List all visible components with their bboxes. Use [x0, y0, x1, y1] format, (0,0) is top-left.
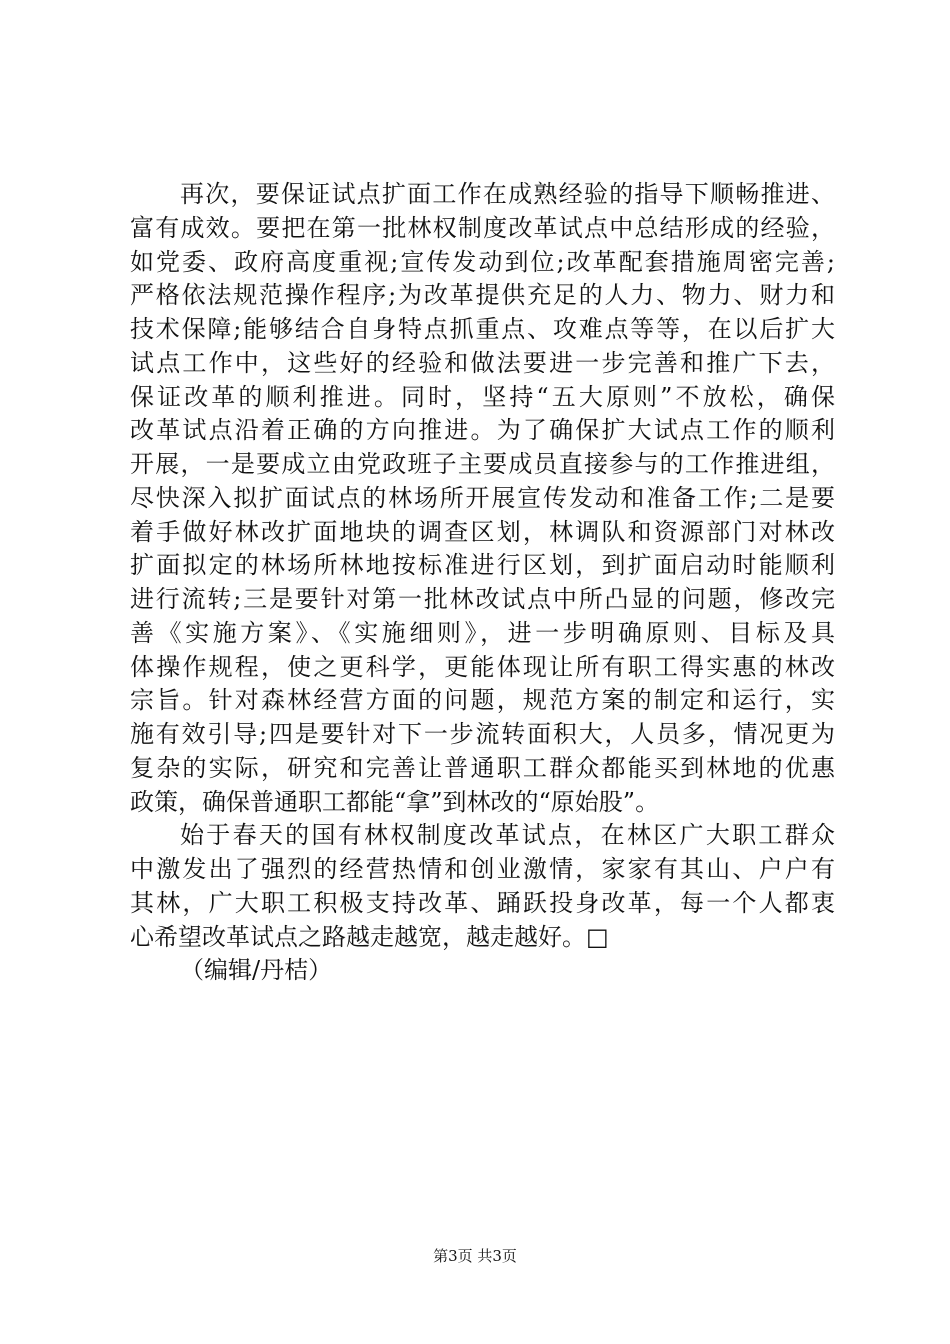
text-line: 体操作规程，使之更科学，更能体现让所有职工得实惠的林改 [130, 652, 835, 681]
text-line: 保证改革的顺利推进。同时，坚持“五大原则”不放松，确保 [130, 382, 835, 411]
text-line: 尽快深入拟扩面试点的林场所开展宣传发动和准备工作;二是要 [130, 483, 835, 512]
text-line: 试点工作中，这些好的经验和做法要进一步完善和推广下去， [130, 348, 835, 377]
text-line: 如党委、政府高度重视;宣传发动到位;改革配套措施周密完善; [130, 247, 835, 276]
text-line: 严格依法规范操作程序;为改革提供充足的人力、物力、财力和 [130, 281, 835, 310]
article-body [130, 178, 835, 988]
text-line: 善《实施方案》、《实施细则》，进一步明确原则、目标及具 [130, 618, 835, 647]
text-line: 始于春天的国有林权制度改革试点，在林区广大职工群众 [180, 821, 835, 850]
text-line: 开展，一是要成立由党政班子主要成员直接参与的工作推进组， [130, 450, 835, 478]
text-line: 复杂的实际，研究和完善让普通职工群众都能买到林地的优惠 [130, 753, 835, 782]
text-line: 富有成效。要把在第一批林权制度改革试点中总结形成的经验， [130, 213, 835, 242]
text-line: 中激发出了强烈的经营热情和创业激情，家家有其山、户户有 [130, 855, 835, 883]
text-line: 技术保障;能够结合自身特点抓重点、攻难点等等，在以后扩大 [130, 315, 835, 343]
text-line: 其林，广大职工积极支持改革、踊跃投身改革，每一个人都衷 [130, 888, 835, 917]
text-line: 政策，确保普通职工都能“拿”到林改的“原始股”。 [130, 787, 660, 816]
text-line: 心希望改革试点之路越走越宽，越走越好。□ [130, 922, 609, 951]
paragraph-2 [130, 819, 835, 954]
text-line: 改革试点沿着正确的方向推进。为了确保扩大试点工作的顺利 [130, 416, 835, 445]
text-line: 进行流转;三是要针对第一批林改试点中所凸显的问题，修改完 [130, 585, 835, 613]
text-line: 着手做好林改扩面地块的调查区划，林调队和资源部门对林改 [130, 517, 835, 546]
editor-note: （编辑/丹桔） [180, 956, 333, 985]
paragraph-1 [130, 178, 835, 819]
page-footer: 第3页 共3页 [433, 1247, 517, 1265]
text-line: 扩面拟定的林场所林地按标准进行区划，到扩面启动时能顺利 [130, 551, 835, 580]
text-line: 施有效引导;四是要针对下一步流转面积大，人员多，情况更为 [130, 720, 835, 748]
text-line: 宗旨。针对森林经营方面的问题，规范方案的制定和运行，实 [130, 686, 835, 715]
text-line: 再次，要保证试点扩面工作在成熟经验的指导下顺畅推进、 [180, 180, 835, 208]
